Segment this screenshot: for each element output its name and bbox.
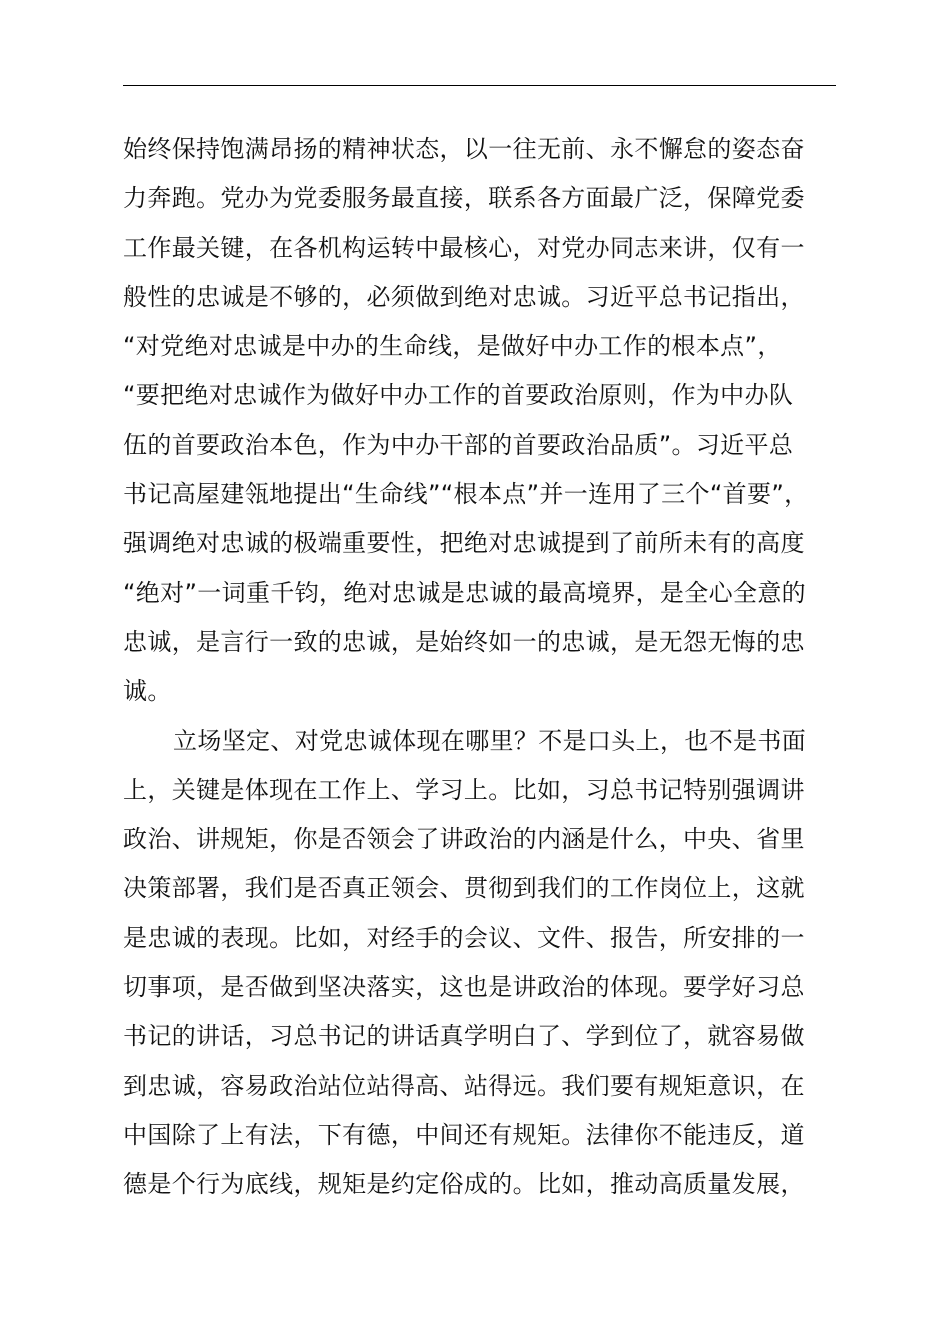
text-line: 诚。 xyxy=(123,677,172,706)
text-line: 到忠诚，容易政治站位站得高、站得远。我们要有规矩意识，在 xyxy=(123,1071,805,1100)
text-line: 始终保持饱满昂扬的精神状态，以一往无前、永不懈怠的姿态奋 xyxy=(123,135,805,163)
text-line: 书记的讲话，习总书记的讲话真学明白了、学到位了，就容易做 xyxy=(123,1022,805,1051)
text-line: 上，关键是体现在工作上、学习上。比如，习总书记特别强调讲 xyxy=(123,775,805,804)
text-line: 是忠诚的表现。比如，对经手的会议、文件、报告，所安排的一 xyxy=(123,923,805,952)
text-line: 决策部署，我们是否真正领会、贯彻到我们的工作岗位上，这就 xyxy=(123,874,805,903)
text-line: 忠诚，是言行一致的忠诚，是始终如一的忠诚，是无怨无悔的忠 xyxy=(123,627,805,656)
paragraph-2 xyxy=(123,717,863,1210)
header-divider xyxy=(123,85,836,86)
text-line: 切事项，是否做到坚决落实，这也是讲政治的体现。要学好习总 xyxy=(123,973,805,1002)
text-line: “要把绝对忠诚作为做好中办工作的首要政治原则，作为中办队 xyxy=(123,381,794,410)
text-line: 力奔跑。党办为党委服务最直接，联系各方面最广泛，保障党委 xyxy=(123,184,805,213)
text-line: 般性的忠诚是不够的，必须做到绝对忠诚。习近平总书记指出， xyxy=(123,282,805,311)
text-line: 强调绝对忠诚的极端重要性，把绝对忠诚提到了前所未有的高度 xyxy=(123,529,805,558)
text-line: 立场坚定、对党忠诚体现在哪里？不是口头上，也不是书面 xyxy=(173,726,807,755)
text-line: 工作最关键，在各机构运转中最核心，对党办同志来讲，仅有一 xyxy=(123,233,805,262)
text-line: 政治、讲规矩，你是否领会了讲政治的内涵是什么，中央、省里 xyxy=(123,825,805,854)
text-line: “对党绝对忠诚是中办的生命线，是做好中办工作的根本点”， xyxy=(123,332,782,361)
text-line: 德是个行为底线，规矩是约定俗成的。比如，推动高质量发展， xyxy=(123,1170,805,1199)
body-text xyxy=(123,125,863,1210)
text-line: 书记高屋建瓴地提出“生命线”“根本点”并一连用了三个“首要”， xyxy=(123,480,809,509)
text-line: 伍的首要政治本色，作为中办干部的首要政治品质”。习近平总 xyxy=(123,430,794,459)
text-line: “绝对”一词重千钧，绝对忠诚是忠诚的最高境界，是全心全意的 xyxy=(123,578,807,607)
paragraph-1 xyxy=(123,125,863,717)
text-line: 中国除了上有法，下有德，中间还有规矩。法律你不能违反，道 xyxy=(123,1120,805,1149)
